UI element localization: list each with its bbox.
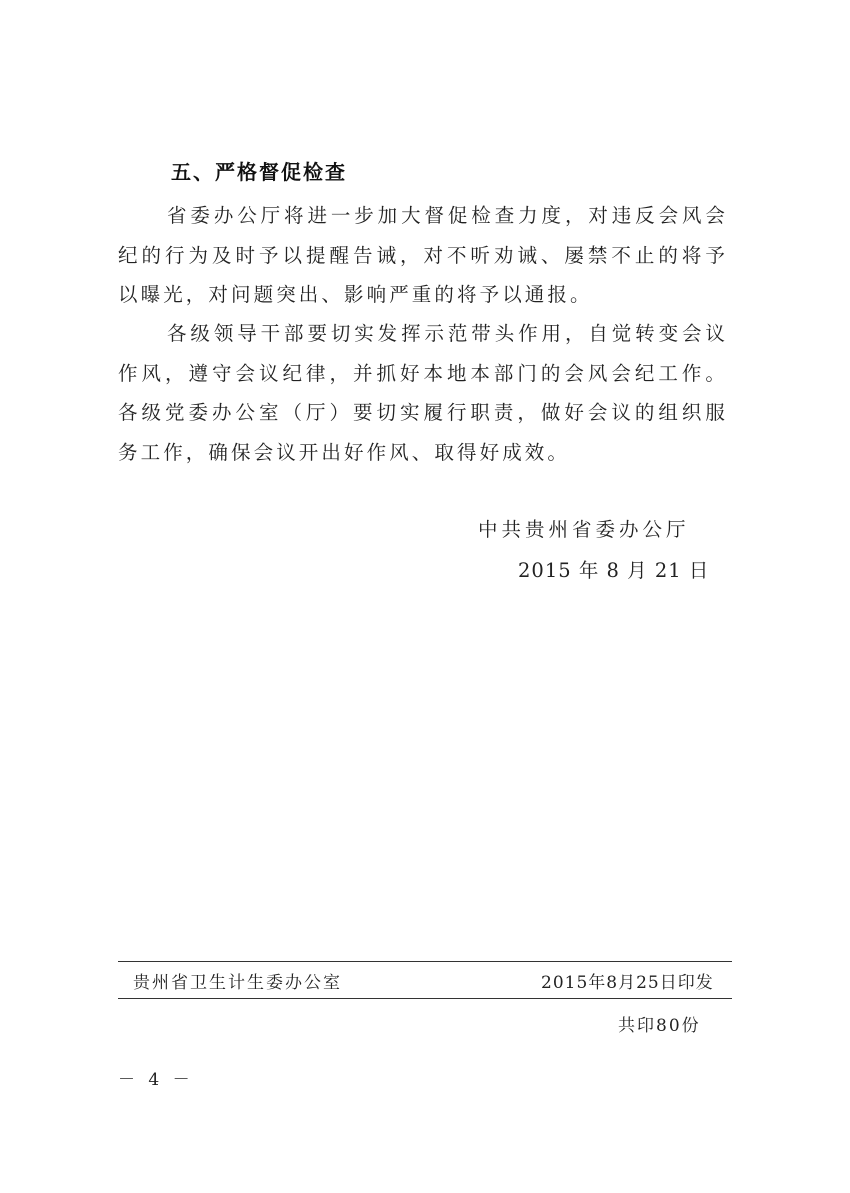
footer-bottom-rule xyxy=(118,998,732,999)
footer-print-date: 2015年8月25日印发 xyxy=(541,973,714,993)
page-number: － 4 － xyxy=(118,1070,194,1090)
paragraph-leadership: 各级领导干部要切实发挥示范带头作用，自觉转变会议作风，遵守会议纪律，并抓好本地本部门的会风会纪工作。各级党委办公室（厅）要切实履行职责，做好会议的组织服务工作，确保会议开出好作风、取得好成效。 xyxy=(118,322,728,464)
signature-organization: 中共贵州省委办公厅 xyxy=(478,518,690,541)
footer-top-rule xyxy=(118,961,732,962)
footer-copies: 共印80份 xyxy=(618,1016,701,1036)
signature-date: 2015 年 8 月 21 日 xyxy=(518,559,710,582)
paragraph-supervision: 省委办公厅将进一步加大督促检查力度，对违反会风会纪的行为及时予以提醒告诫，对不听劝诫、屡禁不止的将予以曝光，对问题突出、影响严重的将予以通报。 xyxy=(118,204,728,306)
footer-issuer: 贵州省卫生计生委办公室 xyxy=(133,973,342,993)
section-heading: 五、严格督促检查 xyxy=(171,160,347,184)
